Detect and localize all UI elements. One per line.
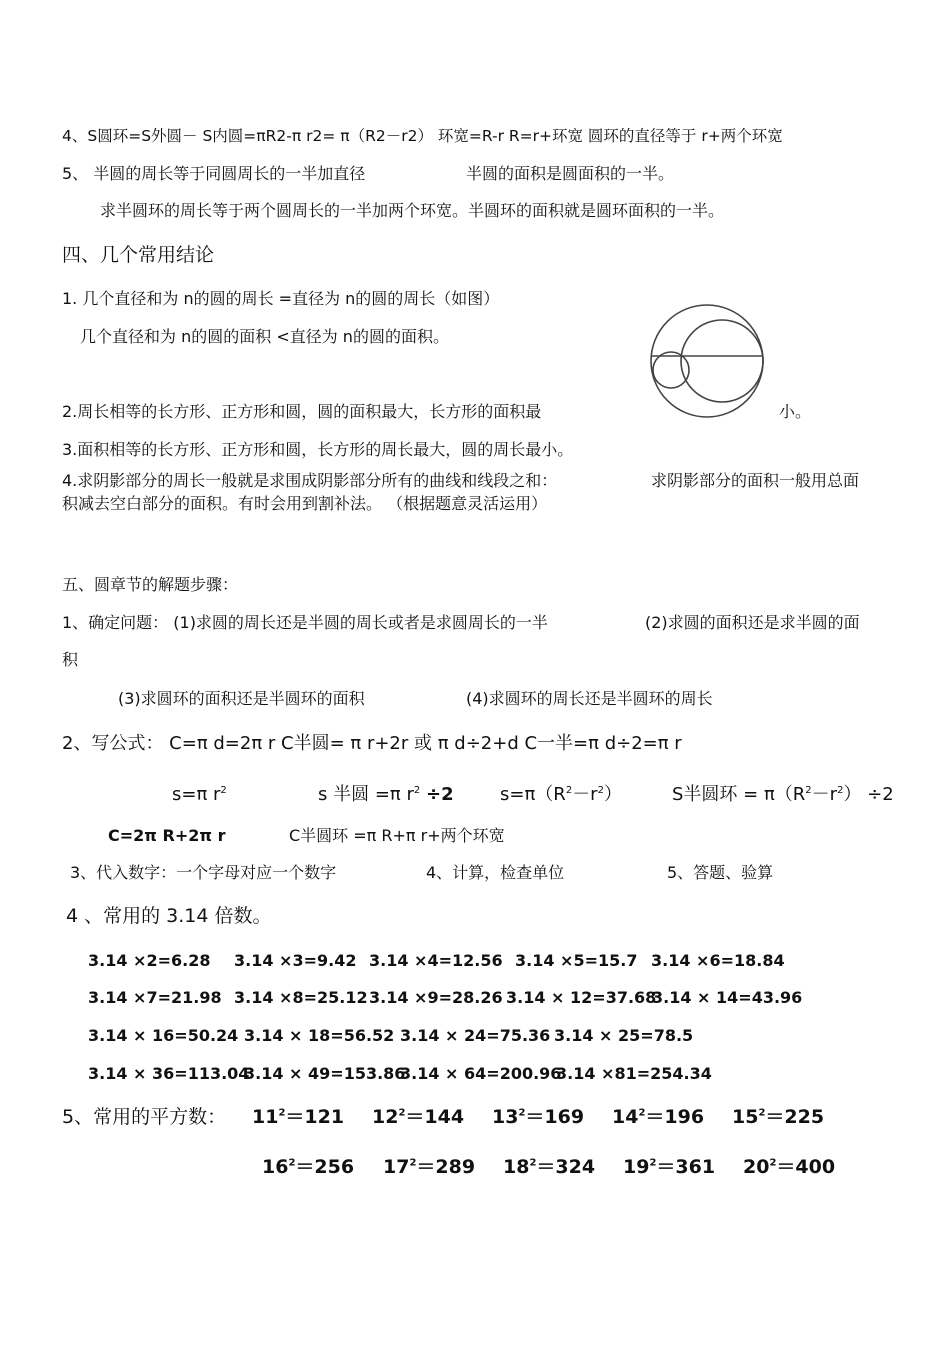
conclusion-2-end: 小。 [779,402,812,421]
step-1-item-2: (2)求圆的面积还是求半圆的面 [645,613,860,632]
square-item: $12^2=144$ [372,1106,465,1128]
square-item: $20^2=400$ [743,1156,836,1178]
conclusion-3: 3.面积相等的长方形、正方形和圆，长方形的周长最大，圆的周长最小。 [62,440,574,459]
section-5-heading: 五、圆章节的解题步骤： [62,575,239,594]
square-item: $15^2=225$ [732,1106,825,1128]
square-item: $14^2=196$ [612,1106,705,1128]
semicircle-perimeter-rule: 5、 半圆的周长等于同圆周长的一半加直径 [62,164,366,183]
multiple-item: 3.14 ×2=6.28 [88,951,211,970]
multiple-item: 3.14 × 36=113.04 [88,1064,250,1083]
multiple-item: 3.14 × 12=37.68 [506,988,657,1007]
multiple-item: 3.14 × 24=75.36 [400,1026,551,1045]
square-item: $13^2=169$ [492,1106,585,1128]
step-1-item-3: (3)求圆环的面积还是半圆环的面积 [118,689,365,708]
section-4-heading: 四、几个常用结论 [62,244,215,266]
formula-ring-perimeter: C=2π R+2π r [108,826,226,845]
step-5: 5、答题、验算 [667,863,774,882]
step-1-item-2-end: 积 [62,650,79,669]
multiple-item: 3.14 ×6=18.84 [651,951,785,970]
conclusion-4: 4.求阴影部分的周长一般就是求围成阴影部分所有的曲线和线段之和： [62,471,558,490]
squares-heading: 5、常用的平方数： [62,1106,227,1128]
multiple-item: 3.14 ×3=9.42 [234,951,357,970]
step-4: 4、计算，检查单位 [426,863,565,882]
multiple-item: 3.14 ×5=15.7 [515,951,638,970]
step-3: 3、代入数字：一个字母对应一个数字 [70,863,337,882]
square-item: $11^2=121$ [252,1106,345,1128]
square-item: $18^2=324$ [503,1156,596,1178]
multiple-item: 3.14 ×81=254.34 [556,1064,712,1083]
multiple-item: 3.14 × 16=50.24 [88,1026,239,1045]
semicircle-area-rule: 半圆的面积是圆面积的一半。 [466,164,675,183]
multiple-item: 3.14 × 64=200.96 [400,1064,562,1083]
multiple-item: 3.14 ×8=25.12 [234,988,368,1007]
formula-half-ring-perimeter: C半圆环 =π R+π r+两个环宽 [289,826,505,845]
formula-semicircle-area: s 半圆 =π $r^2 \div 2$ [318,784,454,805]
multiples-heading: 4 、常用的 3.14 倍数。 [66,905,272,927]
multiple-item: 3.14 ×9=28.26 [369,988,503,1007]
half-ring-rule: 求半圆环的周长等于两个圆周长的一半加两个环宽。半圆环的面积就是圆环面积的一半。 [100,201,725,220]
formula-half-ring-area: S半圆环 = $\pi(R^2-r^2) \div 2$ [672,784,894,805]
square-item: $16^2=256$ [262,1156,355,1178]
circles-diagram [640,302,770,420]
multiple-item: 3.14 × 25=78.5 [554,1026,694,1045]
formula-circle-area: s=π $r^2$ [172,784,227,805]
square-item: $17^2=289$ [383,1156,476,1178]
conclusion-4-cont: 求阴影部分的面积一般用总面 [651,471,860,490]
formula-ring-area-2: $s=\pi(R^2-r^2)$ [500,784,622,805]
multiple-item: 3.14 × 49=153.86 [244,1064,406,1083]
square-item: $19^2=361$ [623,1156,716,1178]
conclusion-4-end: 积减去空白部分的面积。有时会用到割补法。 （根据题意灵活运用） [62,494,548,513]
multiple-item: 3.14 ×4=12.56 [369,951,503,970]
conclusion-1-perimeter: 1. 几个直径和为 n的圆的周长 =直径为 n的圆的周长（如图） [62,289,500,308]
formula-ring-area: 4、S圆环=S外圆－ S内圆=πR2-π r2= π（R2－r2） 环宽=R-r R=r+环宽 圆环的直径等于 r+两个环宽 [62,127,783,145]
conclusion-2: 2.周长相等的长方形、正方形和圆，圆的面积最大，长方形的面积最 [62,402,542,421]
step-1-intro: 1、确定问题： (1)求圆的周长还是半圆的周长或者是求圆周长的一半 [62,613,548,632]
step-1-item-4: (4)求圆环的周长还是半圆环的周长 [466,689,713,708]
conclusion-1-area: 几个直径和为 n的圆的面积 <直径为 n的圆的面积。 [80,327,449,346]
step-2-formulas: 2、写公式： C=π d=2π r C半圆= π r+2r 或 π d÷2+d C一半=π d÷2=π r [62,733,682,754]
multiple-item: 3.14 × 18=56.52 [244,1026,395,1045]
multiple-item: 3.14 × 14=43.96 [652,988,803,1007]
multiple-item: 3.14 ×7=21.98 [88,988,222,1007]
